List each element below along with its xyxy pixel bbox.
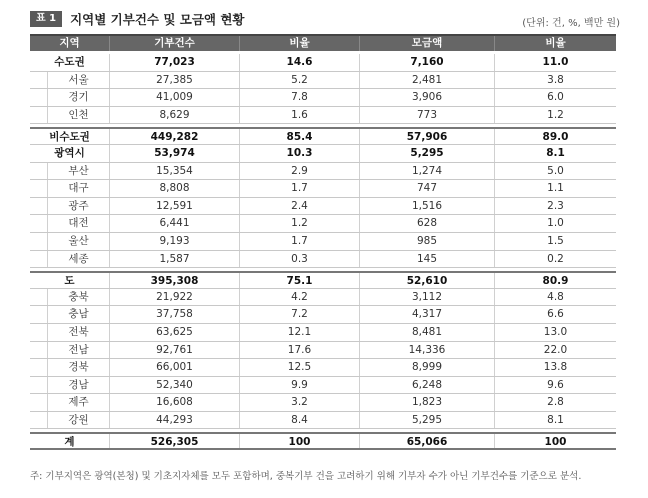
region-count-ratio: 9.9 xyxy=(240,377,360,394)
region-amount-ratio: 22.0 xyxy=(543,343,568,356)
region-count: 8,629 xyxy=(110,107,240,124)
region-label: 경남 xyxy=(68,378,89,391)
region-label-cell xyxy=(30,107,110,124)
table-number-badge: 표 1 xyxy=(30,11,62,27)
region-count: 6,441 xyxy=(110,215,240,232)
indent-spacer xyxy=(30,359,48,376)
indent-spacer xyxy=(30,342,48,359)
group-count: 395,308 xyxy=(110,273,240,288)
indent-spacer xyxy=(30,72,48,89)
region-count: 15,354 xyxy=(110,163,240,180)
table-body xyxy=(30,51,616,450)
group-row xyxy=(30,127,616,145)
header-amount: 모금액 xyxy=(360,36,495,51)
region-count: 44,293 xyxy=(110,412,240,429)
indent-spacer xyxy=(30,324,48,341)
total-label: 계 xyxy=(30,434,110,448)
region-amount-ratio: 1.1 xyxy=(547,182,564,195)
region-label-cell xyxy=(30,306,110,323)
region-row xyxy=(30,72,616,90)
region-label: 충북 xyxy=(68,290,89,303)
region-count: 9,193 xyxy=(110,233,240,250)
footnote: 주: 기부지역은 광역(본청) 및 기초지자체를 모두 포함하며, 중복기부 건을 고려하기 위해 기부자 수가 아닌 기부건수를 기준으로 분석. xyxy=(30,471,582,482)
region-count-ratio: 2.4 xyxy=(240,198,360,215)
region-count-ratio: 1.2 xyxy=(240,215,360,232)
header-amount-ratio: 비율 xyxy=(545,37,566,49)
region-label: 경북 xyxy=(68,361,89,374)
region-count-ratio: 8.4 xyxy=(240,412,360,429)
region-row xyxy=(30,412,616,430)
header-region: 지역 xyxy=(30,36,110,51)
region-amount-ratio: 4.8 xyxy=(547,290,564,303)
region-amount-ratio: 0.2 xyxy=(547,252,564,265)
region-row xyxy=(30,107,616,125)
region-amount-ratio: 13.0 xyxy=(543,325,568,338)
region-label: 세종 xyxy=(68,252,89,265)
region-amount-ratio: 9.6 xyxy=(547,378,564,391)
region-count-ratio: 2.9 xyxy=(240,163,360,180)
region-count-ratio: 17.6 xyxy=(240,342,360,359)
total-amount: 65,066 xyxy=(360,434,495,448)
region-amount-ratio: 6.0 xyxy=(547,91,564,104)
group-amount: 5,295 xyxy=(360,145,495,162)
region-label-cell xyxy=(30,359,110,376)
region-label-cell xyxy=(30,72,110,89)
region-row xyxy=(30,251,616,269)
region-count-ratio: 12.1 xyxy=(240,324,360,341)
region-count-ratio: 4.2 xyxy=(240,289,360,306)
indent-spacer xyxy=(30,289,48,306)
data-table xyxy=(30,34,616,450)
group-amount-ratio: 89.0 xyxy=(542,131,569,144)
region-count-ratio: 5.2 xyxy=(240,72,360,89)
region-amount: 4,317 xyxy=(360,306,495,323)
indent-spacer xyxy=(30,198,48,215)
region-label: 대구 xyxy=(68,182,89,195)
region-label: 제주 xyxy=(68,396,89,409)
region-label-cell xyxy=(30,394,110,411)
indent-spacer xyxy=(30,89,48,106)
group-label: 도 xyxy=(30,273,110,288)
region-label-cell xyxy=(30,198,110,215)
indent-spacer xyxy=(30,412,48,429)
region-row xyxy=(30,233,616,251)
region-amount: 747 xyxy=(360,180,495,197)
total-count: 526,305 xyxy=(110,434,240,448)
region-label: 울산 xyxy=(68,234,89,247)
region-label-cell xyxy=(30,324,110,341)
region-label-cell xyxy=(30,289,110,306)
header-count-ratio: 비율 xyxy=(240,36,360,51)
region-label-cell xyxy=(30,377,110,394)
table-title: 지역별 기부건수 및 모금액 현황 xyxy=(70,12,245,27)
region-amount-ratio: 2.3 xyxy=(547,199,564,212)
indent-spacer xyxy=(30,215,48,232)
group-count: 449,282 xyxy=(110,129,240,144)
region-row xyxy=(30,163,616,181)
region-row xyxy=(30,377,616,395)
region-label-cell xyxy=(30,412,110,429)
region-amount: 3,112 xyxy=(360,289,495,306)
region-count: 92,761 xyxy=(110,342,240,359)
region-amount-ratio: 1.2 xyxy=(547,108,564,121)
region-label: 광주 xyxy=(68,199,89,212)
region-count-ratio: 3.2 xyxy=(240,394,360,411)
group-label: 광역시 xyxy=(30,145,110,162)
group-count-ratio: 85.4 xyxy=(240,129,360,144)
indent-spacer xyxy=(30,233,48,250)
region-label-cell xyxy=(30,233,110,250)
region-amount-ratio: 8.1 xyxy=(547,413,564,426)
group-row xyxy=(30,145,616,163)
region-amount-ratio: 6.6 xyxy=(547,308,564,321)
header-count: 기부건수 xyxy=(110,36,240,51)
region-row xyxy=(30,342,616,360)
region-count-ratio: 0.3 xyxy=(240,251,360,268)
region-amount: 14,336 xyxy=(360,342,495,359)
region-count-ratio: 12.5 xyxy=(240,359,360,376)
group-count: 53,974 xyxy=(110,145,240,162)
region-amount-ratio: 1.5 xyxy=(547,234,564,247)
region-label: 인천 xyxy=(68,108,89,121)
region-label-cell xyxy=(30,215,110,232)
region-count-ratio: 1.6 xyxy=(240,107,360,124)
region-count: 27,385 xyxy=(110,72,240,89)
region-row xyxy=(30,89,616,107)
region-amount: 3,906 xyxy=(360,89,495,106)
table-caption xyxy=(30,11,245,27)
region-amount: 6,248 xyxy=(360,377,495,394)
region-label: 강원 xyxy=(68,413,89,426)
region-amount-ratio: 1.0 xyxy=(547,217,564,230)
region-label-cell xyxy=(30,89,110,106)
region-amount: 628 xyxy=(360,215,495,232)
total-amount-ratio: 100 xyxy=(544,436,567,449)
group-row xyxy=(30,54,616,72)
region-label-cell xyxy=(30,342,110,359)
region-count: 12,591 xyxy=(110,198,240,215)
region-count: 8,808 xyxy=(110,180,240,197)
region-count: 52,340 xyxy=(110,377,240,394)
region-row xyxy=(30,324,616,342)
region-count-ratio: 7.8 xyxy=(240,89,360,106)
region-amount: 2,481 xyxy=(360,72,495,89)
region-label: 충남 xyxy=(68,308,89,321)
region-row xyxy=(30,306,616,324)
group-count: 77,023 xyxy=(110,54,240,71)
table-header xyxy=(30,34,616,51)
region-amount-ratio: 2.8 xyxy=(547,396,564,409)
region-label: 부산 xyxy=(68,164,89,177)
region-row xyxy=(30,394,616,412)
region-amount: 1,823 xyxy=(360,394,495,411)
indent-spacer xyxy=(30,251,48,268)
group-row xyxy=(30,271,616,289)
region-amount: 1,274 xyxy=(360,163,495,180)
indent-spacer xyxy=(30,107,48,124)
group-count-ratio: 14.6 xyxy=(240,54,360,71)
region-label: 경기 xyxy=(68,91,89,104)
indent-spacer xyxy=(30,180,48,197)
region-row xyxy=(30,359,616,377)
region-amount: 5,295 xyxy=(360,412,495,429)
region-count: 63,625 xyxy=(110,324,240,341)
group-amount-ratio: 80.9 xyxy=(542,275,569,288)
region-amount: 773 xyxy=(360,107,495,124)
region-count: 1,587 xyxy=(110,251,240,268)
region-row xyxy=(30,215,616,233)
group-amount: 52,610 xyxy=(360,273,495,288)
region-count: 16,608 xyxy=(110,394,240,411)
region-row xyxy=(30,198,616,216)
group-label: 수도권 xyxy=(30,54,110,71)
region-count-ratio: 1.7 xyxy=(240,180,360,197)
region-row xyxy=(30,180,616,198)
group-amount: 7,160 xyxy=(360,54,495,71)
group-amount-ratio: 8.1 xyxy=(546,146,565,159)
total-count-ratio: 100 xyxy=(240,434,360,448)
group-amount-ratio: 11.0 xyxy=(542,56,569,68)
region-amount-ratio: 13.8 xyxy=(543,361,568,374)
group-amount: 57,906 xyxy=(360,129,495,144)
region-amount: 985 xyxy=(360,233,495,250)
region-count: 41,009 xyxy=(110,89,240,106)
indent-spacer xyxy=(30,306,48,323)
region-label-cell xyxy=(30,163,110,180)
region-label: 서울 xyxy=(68,73,89,86)
indent-spacer xyxy=(30,163,48,180)
region-amount: 8,481 xyxy=(360,324,495,341)
region-amount: 1,516 xyxy=(360,198,495,215)
group-label: 비수도권 xyxy=(30,129,110,144)
indent-spacer xyxy=(30,394,48,411)
region-amount-ratio: 3.8 xyxy=(547,73,564,86)
region-amount: 8,999 xyxy=(360,359,495,376)
region-count: 21,922 xyxy=(110,289,240,306)
region-label: 전북 xyxy=(68,325,89,338)
total-row xyxy=(30,432,616,450)
region-row xyxy=(30,289,616,307)
unit-note: (단위: 건, %, 백만 원) xyxy=(522,18,620,29)
region-count-ratio: 7.2 xyxy=(240,306,360,323)
region-amount-ratio: 5.0 xyxy=(547,164,564,177)
region-count: 66,001 xyxy=(110,359,240,376)
region-label: 전남 xyxy=(68,343,89,356)
group-count-ratio: 75.1 xyxy=(240,273,360,288)
group-count-ratio: 10.3 xyxy=(240,145,360,162)
region-label-cell xyxy=(30,251,110,268)
region-count: 37,758 xyxy=(110,306,240,323)
indent-spacer xyxy=(30,377,48,394)
region-amount: 145 xyxy=(360,251,495,268)
region-count-ratio: 1.7 xyxy=(240,233,360,250)
region-label-cell xyxy=(30,180,110,197)
region-label: 대전 xyxy=(68,217,89,230)
